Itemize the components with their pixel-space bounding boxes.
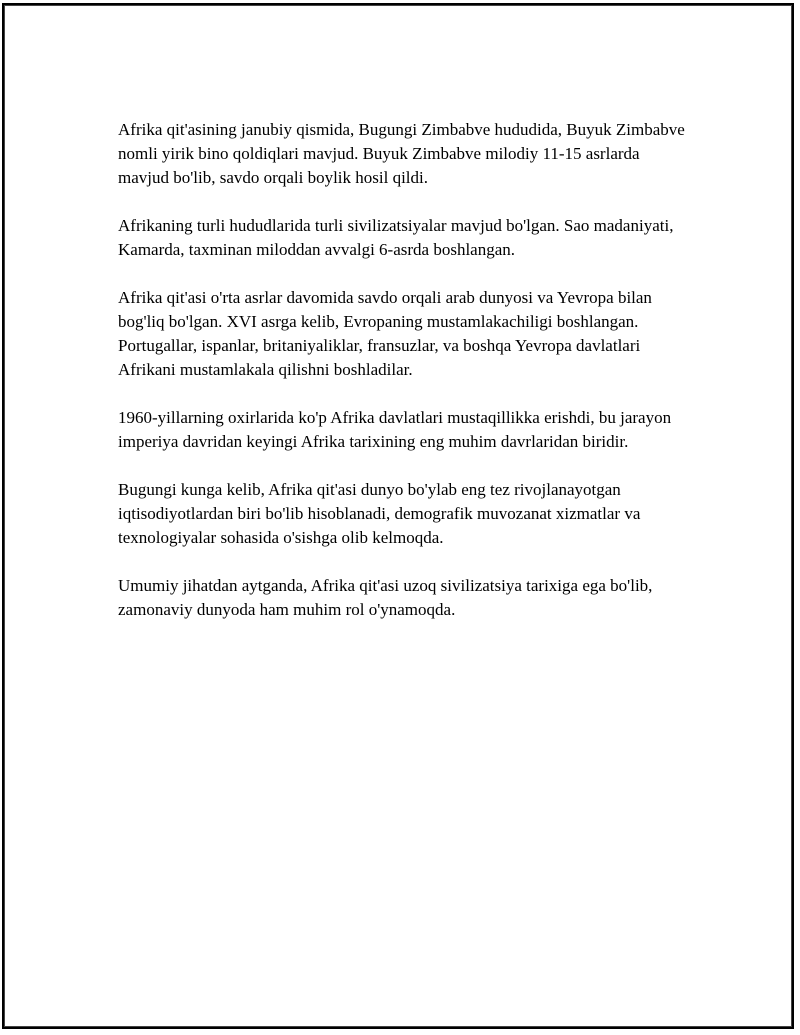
paragraph-economy: Bugungi kunga kelib, Afrika qit'asi dunyo bo'ylab eng tez rivojlanayotgan iqtisodiyotlardan biri bo'lib hisoblanadi, demografik muvozanat xizmatlar va texnologiyalar sohasida o'sishga olib kelmoqda.	[118, 480, 641, 547]
paragraph-civilizations: Afrikaning turli hududlarida turli sivilizatsiyalar mavjud bo'lgan. Sao madaniyati, Kamarda, taxminan miloddan avvalgi 6-asrda boshlangan.	[118, 216, 674, 259]
paragraph-zimbabwe: Afrika qit'asining janubiy qismida, Bugungi Zimbabve hududida, Buyuk Zimbabve nomli yirik bino qoldiqlari mavjud. Buyuk Zimbabve milodiy 11-15 asrlarda mavjud bo'lib, savdo orqali boylik hosil qildi.	[118, 120, 685, 187]
paragraph-conclusion: Umumiy jihatdan aytganda, Afrika qit'asi uzoq sivilizatsiya tarixiga ega bo'lib, zamonaviy dunyoda ham muhim rol o'ynamoqda.	[118, 576, 653, 619]
paragraph-middle-ages: Afrika qit'asi o'rta asrlar davomida savdo orqali arab dunyosi va Yevropa bilan bog'liq bo'lgan. XVI asrga kelib, Evropaning mustamlakachiligi boshlangan. Portugallar, ispanlar, britaniyaliklar, fransuzlar, va boshqa Yevropa davlatlari Afrikani mustamlakala qilishni boshladilar.	[118, 288, 652, 379]
document-body	[118, 118, 688, 646]
paragraph-independence: 1960-yillarning oxirlarida ko'p Afrika davlatlari mustaqillikka erishdi, bu jarayon imperiya davridan keyingi Afrika tarixining eng muhim davrlaridan biridir.	[118, 408, 672, 451]
